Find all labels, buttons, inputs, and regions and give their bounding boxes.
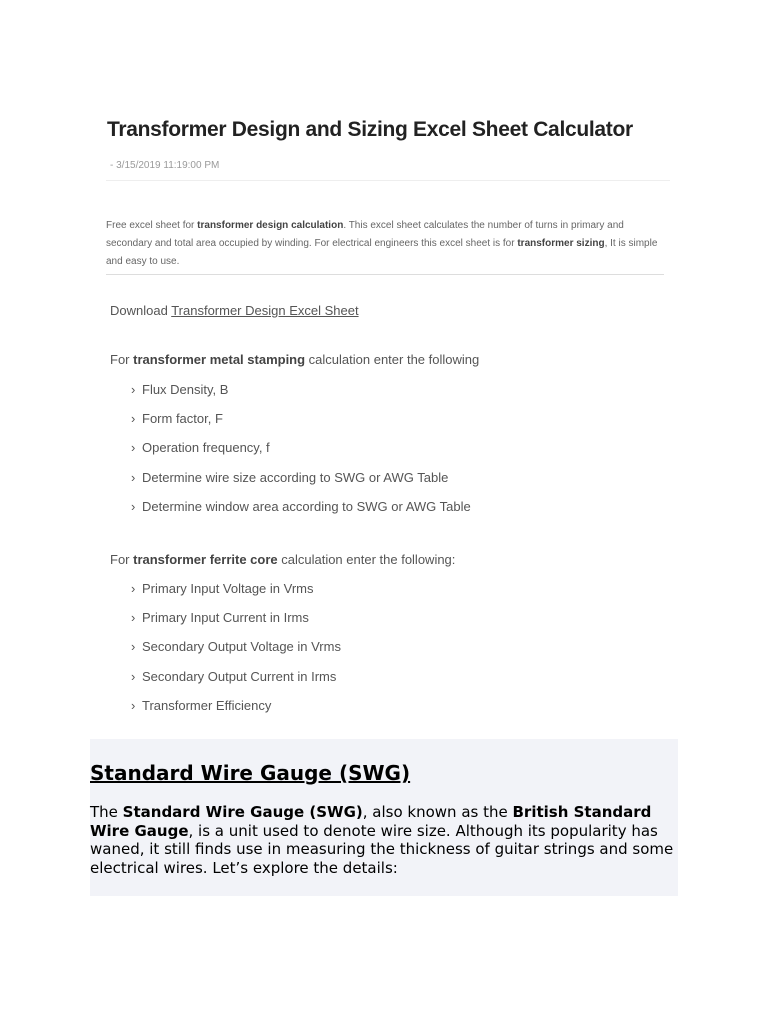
list-item xyxy=(131,440,471,469)
list-item xyxy=(131,470,471,499)
swg-text-2: , also known as the xyxy=(362,803,513,821)
chevron-right-icon: › xyxy=(131,639,136,655)
chevron-right-icon: › xyxy=(131,668,136,684)
ferrite-core-list xyxy=(131,581,341,727)
swg-text-1: The xyxy=(90,803,123,821)
intro-text-1: Free excel sheet for xyxy=(106,220,198,231)
list-item-label: Determine wire size according to SWG or AWG Table xyxy=(142,469,449,485)
chevron-right-icon: › xyxy=(131,581,136,596)
chevron-right-icon: › xyxy=(131,498,136,514)
intro-divider xyxy=(106,274,664,275)
list-item-label: Flux Density, B xyxy=(142,382,229,397)
chevron-right-icon: › xyxy=(131,382,136,397)
list-item xyxy=(131,669,341,698)
metal-stamping-suffix: calculation enter the following xyxy=(305,352,480,367)
swg-text-3: , is a unit used to denote wire size. Although its popularity has waned, it still finds use in measuring the thickness of guitar strings and some electrical wires. Let’s explore the details: xyxy=(90,821,674,877)
intro-text-2: . This excel sheet calculates the number of turns in primary and secondary and total area occupied by winding. For electrical engineers this excel sheet is for xyxy=(106,220,624,249)
meta-divider xyxy=(106,180,670,181)
list-item xyxy=(131,382,471,411)
download-prefix: Download xyxy=(110,303,172,318)
ferrite-core-suffix: calculation enter the following: xyxy=(277,552,456,567)
chevron-right-icon: › xyxy=(131,697,136,713)
list-item xyxy=(131,499,471,528)
chevron-right-icon: › xyxy=(131,610,136,626)
ferrite-core-bold: transformer ferrite core xyxy=(133,552,278,567)
metal-stamping-prefix: For xyxy=(110,352,134,367)
list-item-label: Form factor, F xyxy=(142,411,223,427)
list-item xyxy=(131,610,341,639)
page-title: Transformer Design and Sizing Excel Sheet Calculator xyxy=(107,118,633,141)
metal-stamping-bold: transformer metal stamping xyxy=(133,352,306,367)
ferrite-core-intro xyxy=(110,552,455,567)
ferrite-core-prefix: For xyxy=(110,552,134,567)
swg-heading: Standard Wire Gauge (SWG) xyxy=(90,761,411,785)
list-item xyxy=(131,639,341,668)
swg-section xyxy=(90,739,678,896)
download-excel-link[interactable]: Transformer Design Excel Sheet xyxy=(171,303,359,318)
swg-bold-standard-wire-gauge: Standard Wire Gauge (SWG) xyxy=(122,803,363,821)
list-item xyxy=(131,698,341,727)
chevron-right-icon: › xyxy=(131,411,136,427)
list-item-label: Transformer Efficiency xyxy=(142,697,272,713)
metal-stamping-intro xyxy=(110,352,479,367)
intro-bold-design-calculation: transformer design calculation xyxy=(197,220,344,231)
intro-text-3: , It is simple and easy to use. xyxy=(106,238,658,267)
swg-paragraph xyxy=(90,803,678,877)
list-item xyxy=(131,411,471,440)
list-item-label: Determine window area according to SWG or AWG Table xyxy=(142,498,471,514)
swg-bold-british-standard: British Standard Wire Gauge xyxy=(90,803,652,840)
intro-paragraph xyxy=(106,217,666,271)
list-item-label: Primary Input Voltage in Vrms xyxy=(142,581,314,596)
list-item-label: Secondary Output Current in Irms xyxy=(142,668,337,684)
metal-stamping-list xyxy=(131,382,471,528)
download-line xyxy=(110,303,359,318)
list-item-label: Operation frequency, f xyxy=(142,440,270,456)
list-item-label: Primary Input Current in Irms xyxy=(142,610,309,626)
post-timestamp: - 3/15/2019 11:19:00 PM xyxy=(110,160,220,171)
chevron-right-icon: › xyxy=(131,469,136,485)
list-item xyxy=(131,581,341,610)
chevron-right-icon: › xyxy=(131,440,136,456)
intro-bold-transformer-sizing: transformer sizing xyxy=(517,238,605,249)
list-item-label: Secondary Output Voltage in Vrms xyxy=(142,639,341,655)
